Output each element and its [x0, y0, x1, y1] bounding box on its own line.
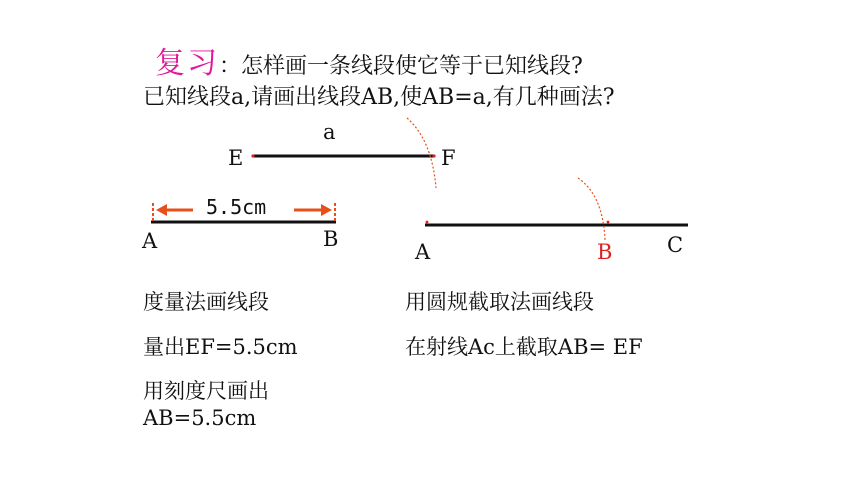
- right-method-title: 用圆规截取法画线段: [405, 290, 594, 314]
- compass-arc-b: [578, 178, 605, 240]
- left-method-title: 度量法画线段: [143, 290, 269, 314]
- label-b-left: B: [323, 227, 339, 251]
- label-a-left: A: [142, 229, 158, 253]
- compass-arc-f: [407, 118, 436, 188]
- point-a-ray: [426, 221, 429, 224]
- label-a-ray: A: [415, 240, 431, 264]
- point-f: [432, 154, 435, 157]
- arrow-left: [156, 204, 193, 216]
- left-method-step-2a: 用刻度尺画出: [143, 379, 269, 403]
- label-b-ray: B: [597, 240, 613, 264]
- label-f: F: [441, 146, 456, 170]
- segment-name-a: a: [323, 120, 336, 144]
- point-b-ray: [607, 221, 610, 224]
- point-e: [251, 154, 254, 157]
- label-c-ray: C: [667, 233, 684, 257]
- measure-label: 5.5cm: [206, 195, 267, 219]
- question-2: 已知线段a,请画出线段AB,使AB=a,有几种画法?: [143, 85, 615, 110]
- left-method-step-2b: AB=5.5cm: [143, 406, 257, 430]
- question-1: ：怎样画一条线段使它等于已知线段?: [219, 54, 583, 79]
- review-label: 复习: [155, 46, 219, 81]
- label-e: E: [228, 146, 244, 170]
- heading-line-1: [155, 38, 583, 82]
- right-method-step-1: 在射线Ac上截取AB= EF: [405, 335, 643, 359]
- arrow-right: [294, 204, 332, 216]
- left-method-step-1: 量出EF=5.5cm: [143, 335, 298, 359]
